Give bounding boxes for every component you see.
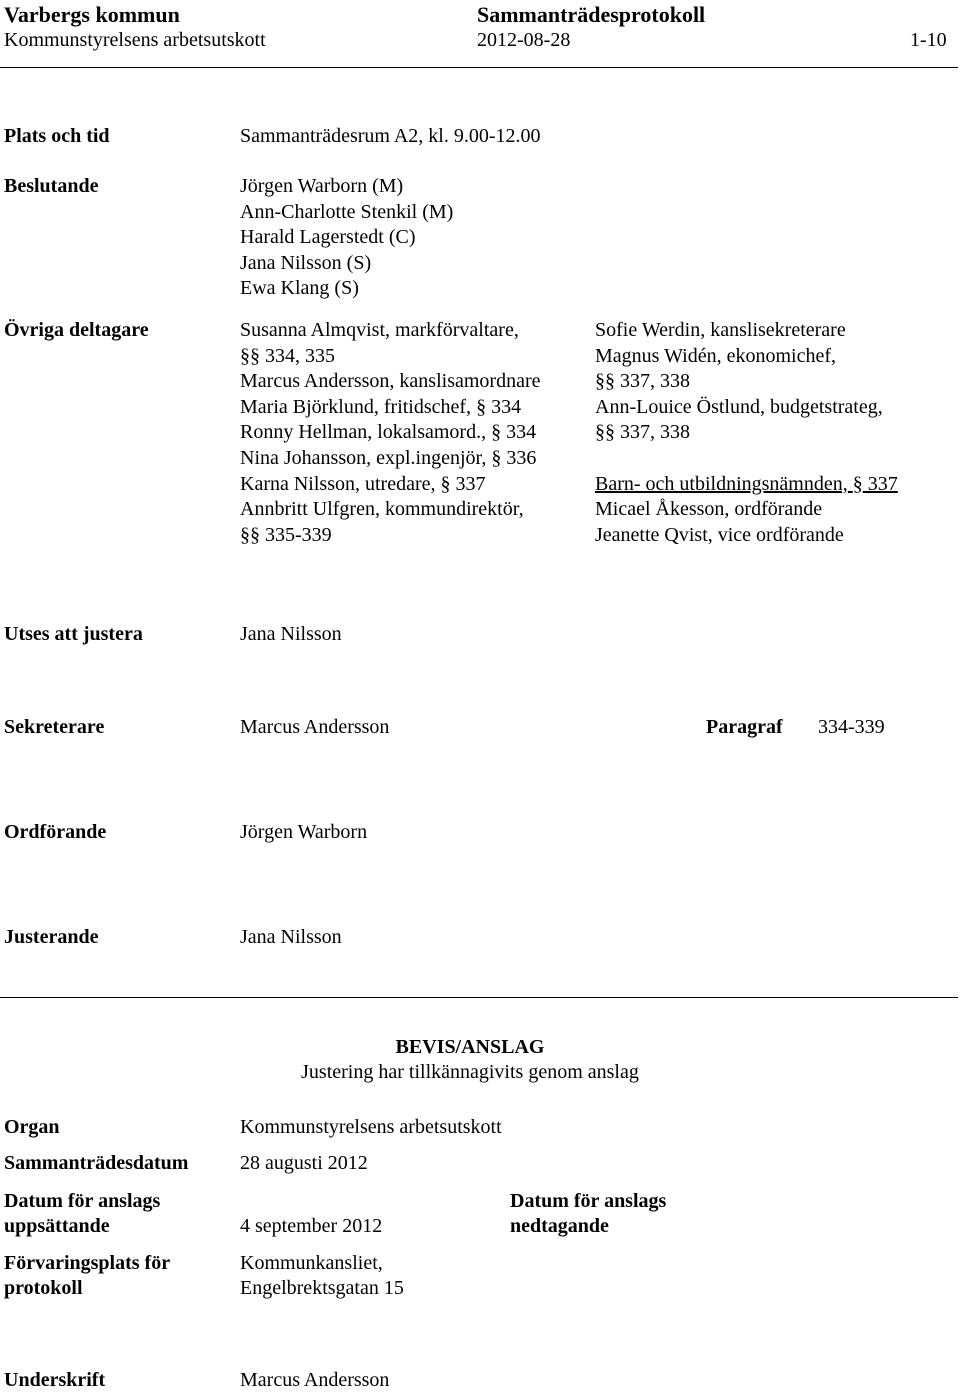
ovriga-right-line bbox=[595, 446, 898, 472]
ovriga-right-list bbox=[595, 318, 898, 548]
section-sign: § bbox=[595, 421, 605, 444]
ovriga-left-line: Maria Björklund, fritidschef, § 334 bbox=[240, 395, 522, 418]
section-sign: § bbox=[605, 421, 615, 444]
beslutande-label: Beslutande bbox=[4, 175, 99, 197]
bevis-rule bbox=[0, 997, 958, 998]
datum-value: 28 augusti 2012 bbox=[240, 1152, 368, 1174]
ovriga-left-line: Ronny Hellman, lokalsamord., § 334 bbox=[240, 421, 537, 444]
forvaring-value-line1: Kommunkansliet, bbox=[240, 1252, 383, 1274]
underskrift-value: Marcus Andersson bbox=[240, 1369, 390, 1391]
ovriga-right-line: Magnus Widén, ekonomichef, bbox=[595, 344, 836, 367]
utses-label: Utses att justera bbox=[4, 623, 143, 645]
meeting-date: 2012-08-28 bbox=[477, 29, 571, 51]
justerande-label: Justerande bbox=[4, 926, 99, 948]
ovriga-right-line: Micael Åkesson, ordförande bbox=[595, 498, 823, 521]
ovriga-left-line: Marcus Andersson, kanslisamordnare bbox=[240, 370, 541, 393]
ovriga-left-line: Susanna Almqvist, markförvaltare, bbox=[240, 319, 519, 341]
uppsattande-value: 4 september 2012 bbox=[240, 1215, 383, 1237]
uppsattande-label-line2: uppsättande bbox=[4, 1215, 110, 1237]
page-range: 1-10 bbox=[910, 29, 947, 51]
bevis-subtitle: Justering har tillkännagivits genom anslag bbox=[301, 1061, 639, 1083]
section-sign: § bbox=[852, 472, 863, 495]
header-rule bbox=[0, 67, 958, 68]
section-sign: § bbox=[491, 446, 502, 469]
section-sign: § bbox=[491, 421, 502, 444]
section-sign: § bbox=[250, 523, 260, 546]
ovriga-left-line: §§ 334, 335 bbox=[240, 344, 335, 367]
ovriga-left-line: §§ 335-339 bbox=[240, 523, 332, 546]
forvaring-label-line2: protokoll bbox=[4, 1277, 83, 1299]
ovriga-right-line: §§ 337, 338 bbox=[595, 370, 690, 393]
underskrift-label: Underskrift bbox=[4, 1369, 106, 1391]
nedtagande-label-line2: nedtagande bbox=[510, 1215, 609, 1237]
ovriga-right-line: §§ 337, 338 bbox=[595, 421, 690, 444]
beslutande-member: Ewa Klang (S) bbox=[240, 277, 359, 300]
section-sign: § bbox=[240, 344, 250, 367]
org-name: Varbergs kommun bbox=[4, 2, 180, 27]
forvaring-value-line2: Engelbrektsgatan 15 bbox=[240, 1277, 404, 1299]
ovriga-right-line: Sofie Werdin, kanslisekreterare bbox=[595, 319, 846, 341]
ovriga-left-line: Nina Johansson, expl.ingenjör, § 336 bbox=[240, 446, 537, 469]
ordforande-value: Jörgen Warborn bbox=[240, 821, 368, 843]
ovriga-left-line: Annbritt Ulfgren, kommundirektör, bbox=[240, 498, 524, 521]
organ-value: Kommunstyrelsens arbetsutskott bbox=[240, 1116, 502, 1138]
document-type: Sammanträdesprotokoll bbox=[477, 2, 706, 27]
ovriga-label: Övriga deltagare bbox=[4, 319, 149, 341]
paragraf-label: Paragraf bbox=[706, 716, 783, 738]
bevis-title: BEVIS/ANSLAG bbox=[395, 1036, 545, 1058]
forvaring-label-line1: Förvaringsplats för bbox=[4, 1252, 171, 1274]
beslutande-member: Jana Nilsson (S) bbox=[240, 251, 372, 274]
utses-value: Jana Nilsson bbox=[240, 623, 342, 645]
nedtagande-label-line1: Datum för anslags bbox=[510, 1190, 667, 1212]
ovriga-right-line: Ann-Louice Östlund, budgetstrateg, bbox=[595, 395, 883, 418]
sekreterare-value: Marcus Andersson bbox=[240, 716, 390, 738]
beslutande-member: Harald Lagerstedt (C) bbox=[240, 226, 416, 249]
organ-label: Organ bbox=[4, 1116, 60, 1138]
ovriga-left-line: Karna Nilsson, utredare, § 337 bbox=[240, 472, 486, 495]
ovriga-right-line: Barn- och utbildningsnämnden, § 337 bbox=[595, 472, 898, 495]
beslutande-list bbox=[240, 174, 453, 302]
beslutande-member: Ann-Charlotte Stenkil (M) bbox=[240, 200, 454, 223]
committee-name: Kommunstyrelsens arbetsutskott bbox=[4, 29, 266, 51]
section-sign: § bbox=[250, 344, 260, 367]
section-sign: § bbox=[440, 472, 451, 495]
section-sign: § bbox=[605, 370, 615, 393]
justerande-value: Jana Nilsson bbox=[240, 926, 342, 948]
section-sign: § bbox=[595, 370, 605, 393]
beslutande-member: Jörgen Warborn (M) bbox=[240, 175, 404, 197]
sekreterare-label: Sekreterare bbox=[4, 716, 105, 738]
ovriga-left-list bbox=[240, 318, 541, 548]
section-sign: § bbox=[240, 523, 250, 546]
paragraf-value: 334-339 bbox=[818, 716, 885, 738]
datum-label: Sammanträdesdatum bbox=[4, 1152, 189, 1174]
plats-value: Sammanträdesrum A2, kl. 9.00-12.00 bbox=[240, 125, 541, 147]
ovriga-right-line: Jeanette Qvist, vice ordförande bbox=[595, 523, 844, 546]
section-sign: § bbox=[476, 395, 487, 418]
ordforande-label: Ordförande bbox=[4, 821, 107, 843]
uppsattande-label-line1: Datum för anslags bbox=[4, 1190, 161, 1212]
plats-label: Plats och tid bbox=[4, 125, 110, 147]
